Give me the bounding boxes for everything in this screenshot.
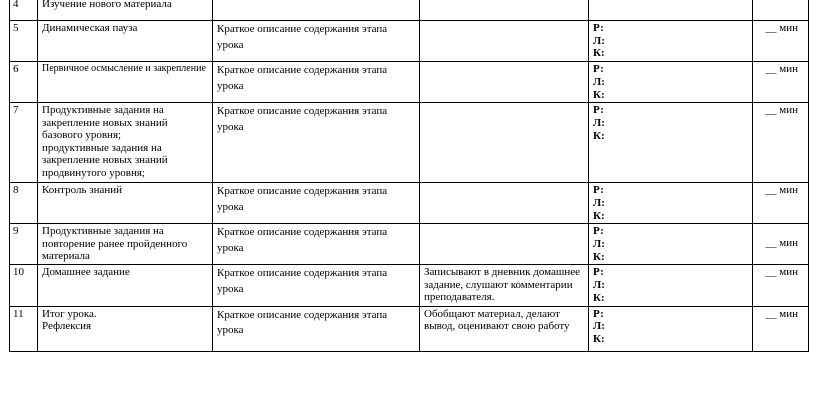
description-cell bbox=[213, 224, 420, 265]
description-cell bbox=[213, 62, 420, 103]
row-number-cell bbox=[10, 21, 38, 62]
student-activity-cell bbox=[420, 306, 589, 351]
table-row bbox=[10, 62, 809, 103]
time-cell bbox=[753, 306, 809, 351]
stage-text: Продуктивные задания на bbox=[42, 104, 164, 117]
student-activity-cell bbox=[420, 183, 589, 224]
student-activity-text: Записывают в дневник домашнее bbox=[424, 266, 581, 279]
student-activity-cell bbox=[420, 265, 589, 306]
student-activity-cell bbox=[420, 21, 589, 62]
stage-cell bbox=[38, 224, 213, 265]
uud-label: К: bbox=[593, 129, 605, 142]
uud-label: Р: bbox=[593, 104, 604, 117]
stage-text: Итог урока. bbox=[42, 307, 97, 320]
description-text: урока bbox=[217, 38, 244, 51]
uud-label: Р: bbox=[593, 22, 604, 34]
stage-text: продвинутого уровня; bbox=[42, 166, 145, 179]
stage-text: базового уровня; bbox=[42, 129, 122, 142]
row-number: 7 bbox=[13, 104, 19, 117]
description-text: Краткое описание содержания этапа bbox=[217, 185, 388, 198]
row-number-cell bbox=[10, 265, 38, 306]
time-cell bbox=[753, 62, 809, 103]
table-row bbox=[10, 265, 809, 306]
row-number: 8 bbox=[13, 184, 19, 197]
time-cell bbox=[753, 183, 809, 224]
row-number: 11 bbox=[13, 307, 24, 320]
stage-text: закрепление новых знаний bbox=[42, 154, 168, 167]
uud-label: Р: bbox=[593, 184, 604, 197]
stage-text: Динамическая пауза bbox=[42, 22, 138, 34]
description-text: урока bbox=[217, 120, 244, 133]
uud-cell bbox=[589, 21, 753, 62]
uud-cell bbox=[589, 183, 753, 224]
student-activity-cell bbox=[420, 62, 589, 103]
description-text: урока bbox=[217, 324, 244, 337]
stage-cell bbox=[38, 183, 213, 224]
student-activity-text: Обобщают материал, делают bbox=[424, 307, 560, 320]
stage-text: материала bbox=[42, 250, 90, 263]
uud-cell bbox=[589, 103, 753, 183]
time-value: __ мин bbox=[765, 63, 798, 76]
description-text: Краткое описание содержания этапа bbox=[217, 105, 388, 118]
stage-text: Контроль знаний bbox=[42, 184, 123, 197]
stage-cell bbox=[38, 103, 213, 183]
description-cell bbox=[213, 265, 420, 306]
description-text: урока bbox=[217, 241, 244, 254]
student-activity-text: преподавателя. bbox=[424, 291, 495, 304]
student-activity-text: вывод, оценивают свою работу bbox=[424, 320, 570, 333]
stage-cell bbox=[38, 21, 213, 62]
uud-label: Р: bbox=[593, 63, 604, 76]
time-value: __ мин bbox=[765, 237, 798, 250]
stage-text: продуктивные задания на bbox=[42, 141, 162, 154]
time-cell bbox=[753, 224, 809, 265]
uud-label: Л: bbox=[593, 116, 605, 129]
row-number: 6 bbox=[13, 63, 19, 76]
description-text: Краткое описание содержания этапа bbox=[217, 64, 388, 77]
uud-label: Л: bbox=[593, 238, 605, 251]
uud-label: Л: bbox=[593, 196, 605, 209]
time-value: __ мин bbox=[765, 22, 798, 34]
row-number: 5 bbox=[13, 22, 19, 34]
table-row bbox=[10, 21, 809, 62]
description-cell bbox=[213, 183, 420, 224]
stage-cell bbox=[38, 62, 213, 103]
uud-label: К: bbox=[593, 209, 605, 222]
description-cell bbox=[213, 0, 420, 21]
table-row bbox=[10, 0, 809, 21]
uud-cell bbox=[589, 306, 753, 351]
description-text: урока bbox=[217, 79, 244, 92]
stage-cell bbox=[38, 265, 213, 306]
uud-label: Р: bbox=[593, 307, 604, 320]
uud-label: Л: bbox=[593, 75, 605, 88]
row-number: 10 bbox=[13, 266, 24, 279]
stage-cell bbox=[38, 306, 213, 351]
description-cell bbox=[213, 21, 420, 62]
row-number-cell bbox=[10, 0, 38, 21]
uud-label: Р: bbox=[593, 225, 604, 238]
uud-label: К: bbox=[593, 250, 605, 263]
stage-text: Первичное осмысление и закрепление bbox=[42, 63, 206, 75]
stage-text: закрепление новых знаний bbox=[42, 116, 168, 129]
stage-text: Продуктивные задания на bbox=[42, 225, 164, 238]
uud-label: К: bbox=[593, 332, 605, 345]
student-activity-text: задание, слушают комментарии bbox=[424, 278, 573, 291]
uud-label: Л: bbox=[593, 34, 605, 47]
time-cell bbox=[753, 21, 809, 62]
student-activity-cell bbox=[420, 0, 589, 21]
table-row bbox=[10, 103, 809, 183]
uud-label: К: bbox=[593, 88, 605, 101]
stage-text: Изучение нового материала bbox=[42, 0, 172, 10]
time-value: __ мин bbox=[765, 307, 798, 320]
table-row bbox=[10, 306, 809, 351]
row-number-cell bbox=[10, 306, 38, 351]
description-text: Краткое описание содержания этапа bbox=[217, 226, 388, 239]
student-activity-cell bbox=[420, 103, 589, 183]
table-row bbox=[10, 183, 809, 224]
description-text: Краткое описание содержания этапа bbox=[217, 267, 388, 280]
uud-label: К: bbox=[593, 291, 605, 304]
uud-cell bbox=[589, 62, 753, 103]
description-text: урока bbox=[217, 282, 244, 295]
stage-text: Рефлексия bbox=[42, 320, 92, 333]
uud-cell bbox=[589, 265, 753, 306]
description-cell bbox=[213, 306, 420, 351]
description-cell bbox=[213, 103, 420, 183]
row-number-cell bbox=[10, 62, 38, 103]
stage-text: повторение ранее пройденного bbox=[42, 237, 188, 250]
stage-text: Домашнее задание bbox=[42, 266, 130, 279]
time-value: __ мин bbox=[765, 184, 798, 197]
description-text: урока bbox=[217, 200, 244, 213]
row-number-cell bbox=[10, 224, 38, 265]
time-cell bbox=[753, 0, 809, 21]
description-text: Краткое описание содержания этапа bbox=[217, 308, 388, 321]
row-number-cell bbox=[10, 103, 38, 183]
uud-cell bbox=[589, 224, 753, 265]
row-number: 9 bbox=[13, 225, 19, 238]
stage-cell bbox=[38, 0, 213, 21]
time-value: __ мин bbox=[765, 104, 798, 117]
description-text: Краткое описание содержания этапа bbox=[217, 23, 388, 35]
time-cell bbox=[753, 103, 809, 183]
uud-label: Л: bbox=[593, 320, 605, 333]
student-activity-cell bbox=[420, 224, 589, 265]
table-row bbox=[10, 224, 809, 265]
time-value: __ мин bbox=[765, 266, 798, 279]
uud-label: К: bbox=[593, 47, 605, 60]
uud-label: Р: bbox=[593, 266, 604, 279]
uud-label: Л: bbox=[593, 279, 605, 292]
time-cell bbox=[753, 265, 809, 306]
row-number-cell bbox=[10, 183, 38, 224]
row-number: 4 bbox=[13, 0, 19, 10]
uud-cell bbox=[589, 0, 753, 21]
lesson-plan-table bbox=[9, 0, 809, 352]
